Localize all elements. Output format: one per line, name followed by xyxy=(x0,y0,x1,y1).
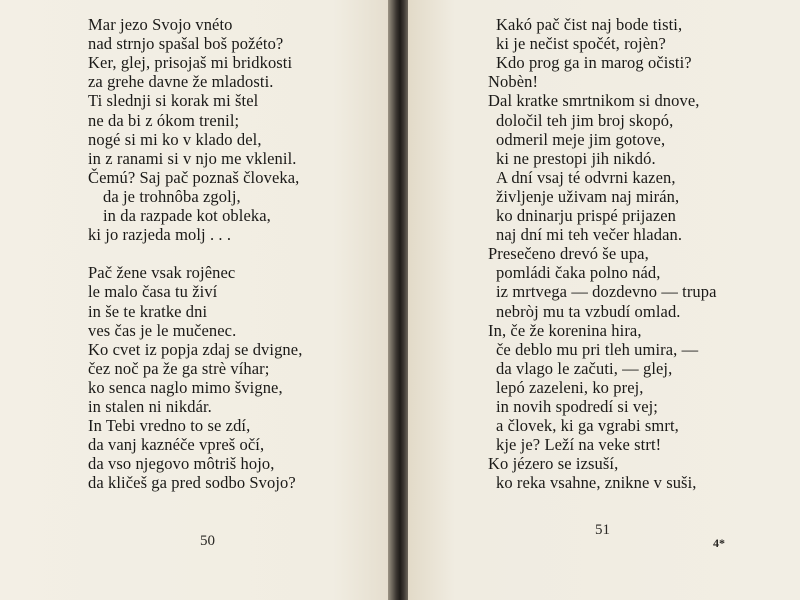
poem-line: ves čas je le mučenec. xyxy=(88,320,237,340)
poem-line: Kakó pač čist naj bode tisti, xyxy=(496,15,683,34)
poem-line: odmeril meje jim gotove, xyxy=(496,129,666,149)
poem-line: Pač žene vsak rojênec xyxy=(88,263,236,283)
poem-line: nebròj mu ta vzbudí omlad. xyxy=(496,301,681,321)
poem-line: ko senca naglo mimo švigne, xyxy=(88,377,283,397)
signature-mark: 4* xyxy=(713,536,725,550)
poem-line: za grehe davne že mladosti. xyxy=(88,72,274,92)
poem-line: in da razpade kot obleka, xyxy=(103,206,271,225)
poem-line: določil teh jim broj skopó, xyxy=(496,110,674,130)
poem-line: Ker, glej, prisojaš mi bridkosti xyxy=(88,53,293,73)
poem-line: In, če že korenina hira, xyxy=(488,320,642,340)
poem-line: in z ranami si v njo me vklenil. xyxy=(88,148,297,168)
poem-line: ko dninarju prispé prijazen xyxy=(496,206,677,225)
poem-line: kje je? Leží na veke strt! xyxy=(496,435,662,455)
poem-line: Ti slednji si korak mi štel xyxy=(88,91,259,111)
poem-line: in novih spodredí si vej; xyxy=(496,397,658,416)
poem-line: In Tebi vredno to se zdí, xyxy=(88,416,251,436)
page-number-right: 51 xyxy=(595,522,610,538)
poem-line: nogé si mi ko v klado del, xyxy=(88,129,262,149)
poem-line: in še te kratke dni xyxy=(88,301,208,321)
poem-line: Dal kratke smrtnikom si dnove, xyxy=(488,91,700,111)
poem-line: ki ne prestopi jih nikdó. xyxy=(496,148,656,168)
poem-line: Čemú? Saj pač poznaš človeka, xyxy=(88,167,300,187)
poem-line: da vlago le začuti, — glej, xyxy=(496,358,673,378)
left-page xyxy=(0,0,392,600)
poem-line: Ko cvet iz popja zdaj se dvigne, xyxy=(88,339,303,359)
poem-line: iz mrtvega — dozdevno — trupa xyxy=(496,282,717,302)
poem-line: le malo časa tu živí xyxy=(88,282,218,302)
poem-line: čez noč pa že ga strè víhar; xyxy=(88,358,270,378)
poem-line: pomládi čaka polno nád, xyxy=(496,263,661,283)
right-page xyxy=(408,0,800,600)
poem-line: Kdo prog ga in marog očisti? xyxy=(496,53,692,73)
page-number-left: 50 xyxy=(200,533,215,549)
poem-line: ko reka vsahne, znikne v suši, xyxy=(496,473,697,493)
poem-line: ki jo razjeda molj . . . xyxy=(88,225,232,245)
poem-line: ki je nečist spočét, rojèn? xyxy=(496,34,666,54)
poem-line: življenje uživam naj mirán, xyxy=(496,186,680,206)
poem-line: Ko jézero se izsuší, xyxy=(488,454,619,474)
poem-line: da kličeš ga pred sodbo Svojo? xyxy=(88,473,296,493)
poem-line: da vso njegovo môtriš hojo, xyxy=(88,454,275,474)
poem-line: Nobèn! xyxy=(488,72,539,92)
poem-line: a človek, ki ga vgrabi smrt, xyxy=(496,416,679,436)
poem-line: naj dní mi teh večer hladan. xyxy=(496,225,683,245)
poem-line: lepó zazeleni, ko prej, xyxy=(496,377,644,397)
poem-line: da je trohnôba zgolj, xyxy=(103,186,241,206)
poem-line: Mar jezo Svojo vnéto xyxy=(88,15,233,34)
poem-line: če deblo mu pri tleh umira, — xyxy=(496,339,699,359)
poem-line: in stalen ni nikdár. xyxy=(88,397,212,416)
poem-line: A dní vsaj té odvrni kazen, xyxy=(496,167,676,187)
poem-line: Presečeno drevó še upa, xyxy=(488,244,649,264)
poem-line: da vanj kaznéče vpreš očí, xyxy=(88,435,265,455)
poem-line: ne da bi z ókom trenil; xyxy=(88,110,240,130)
poem-line: nad strnjo spašal boš požéto? xyxy=(88,34,284,54)
